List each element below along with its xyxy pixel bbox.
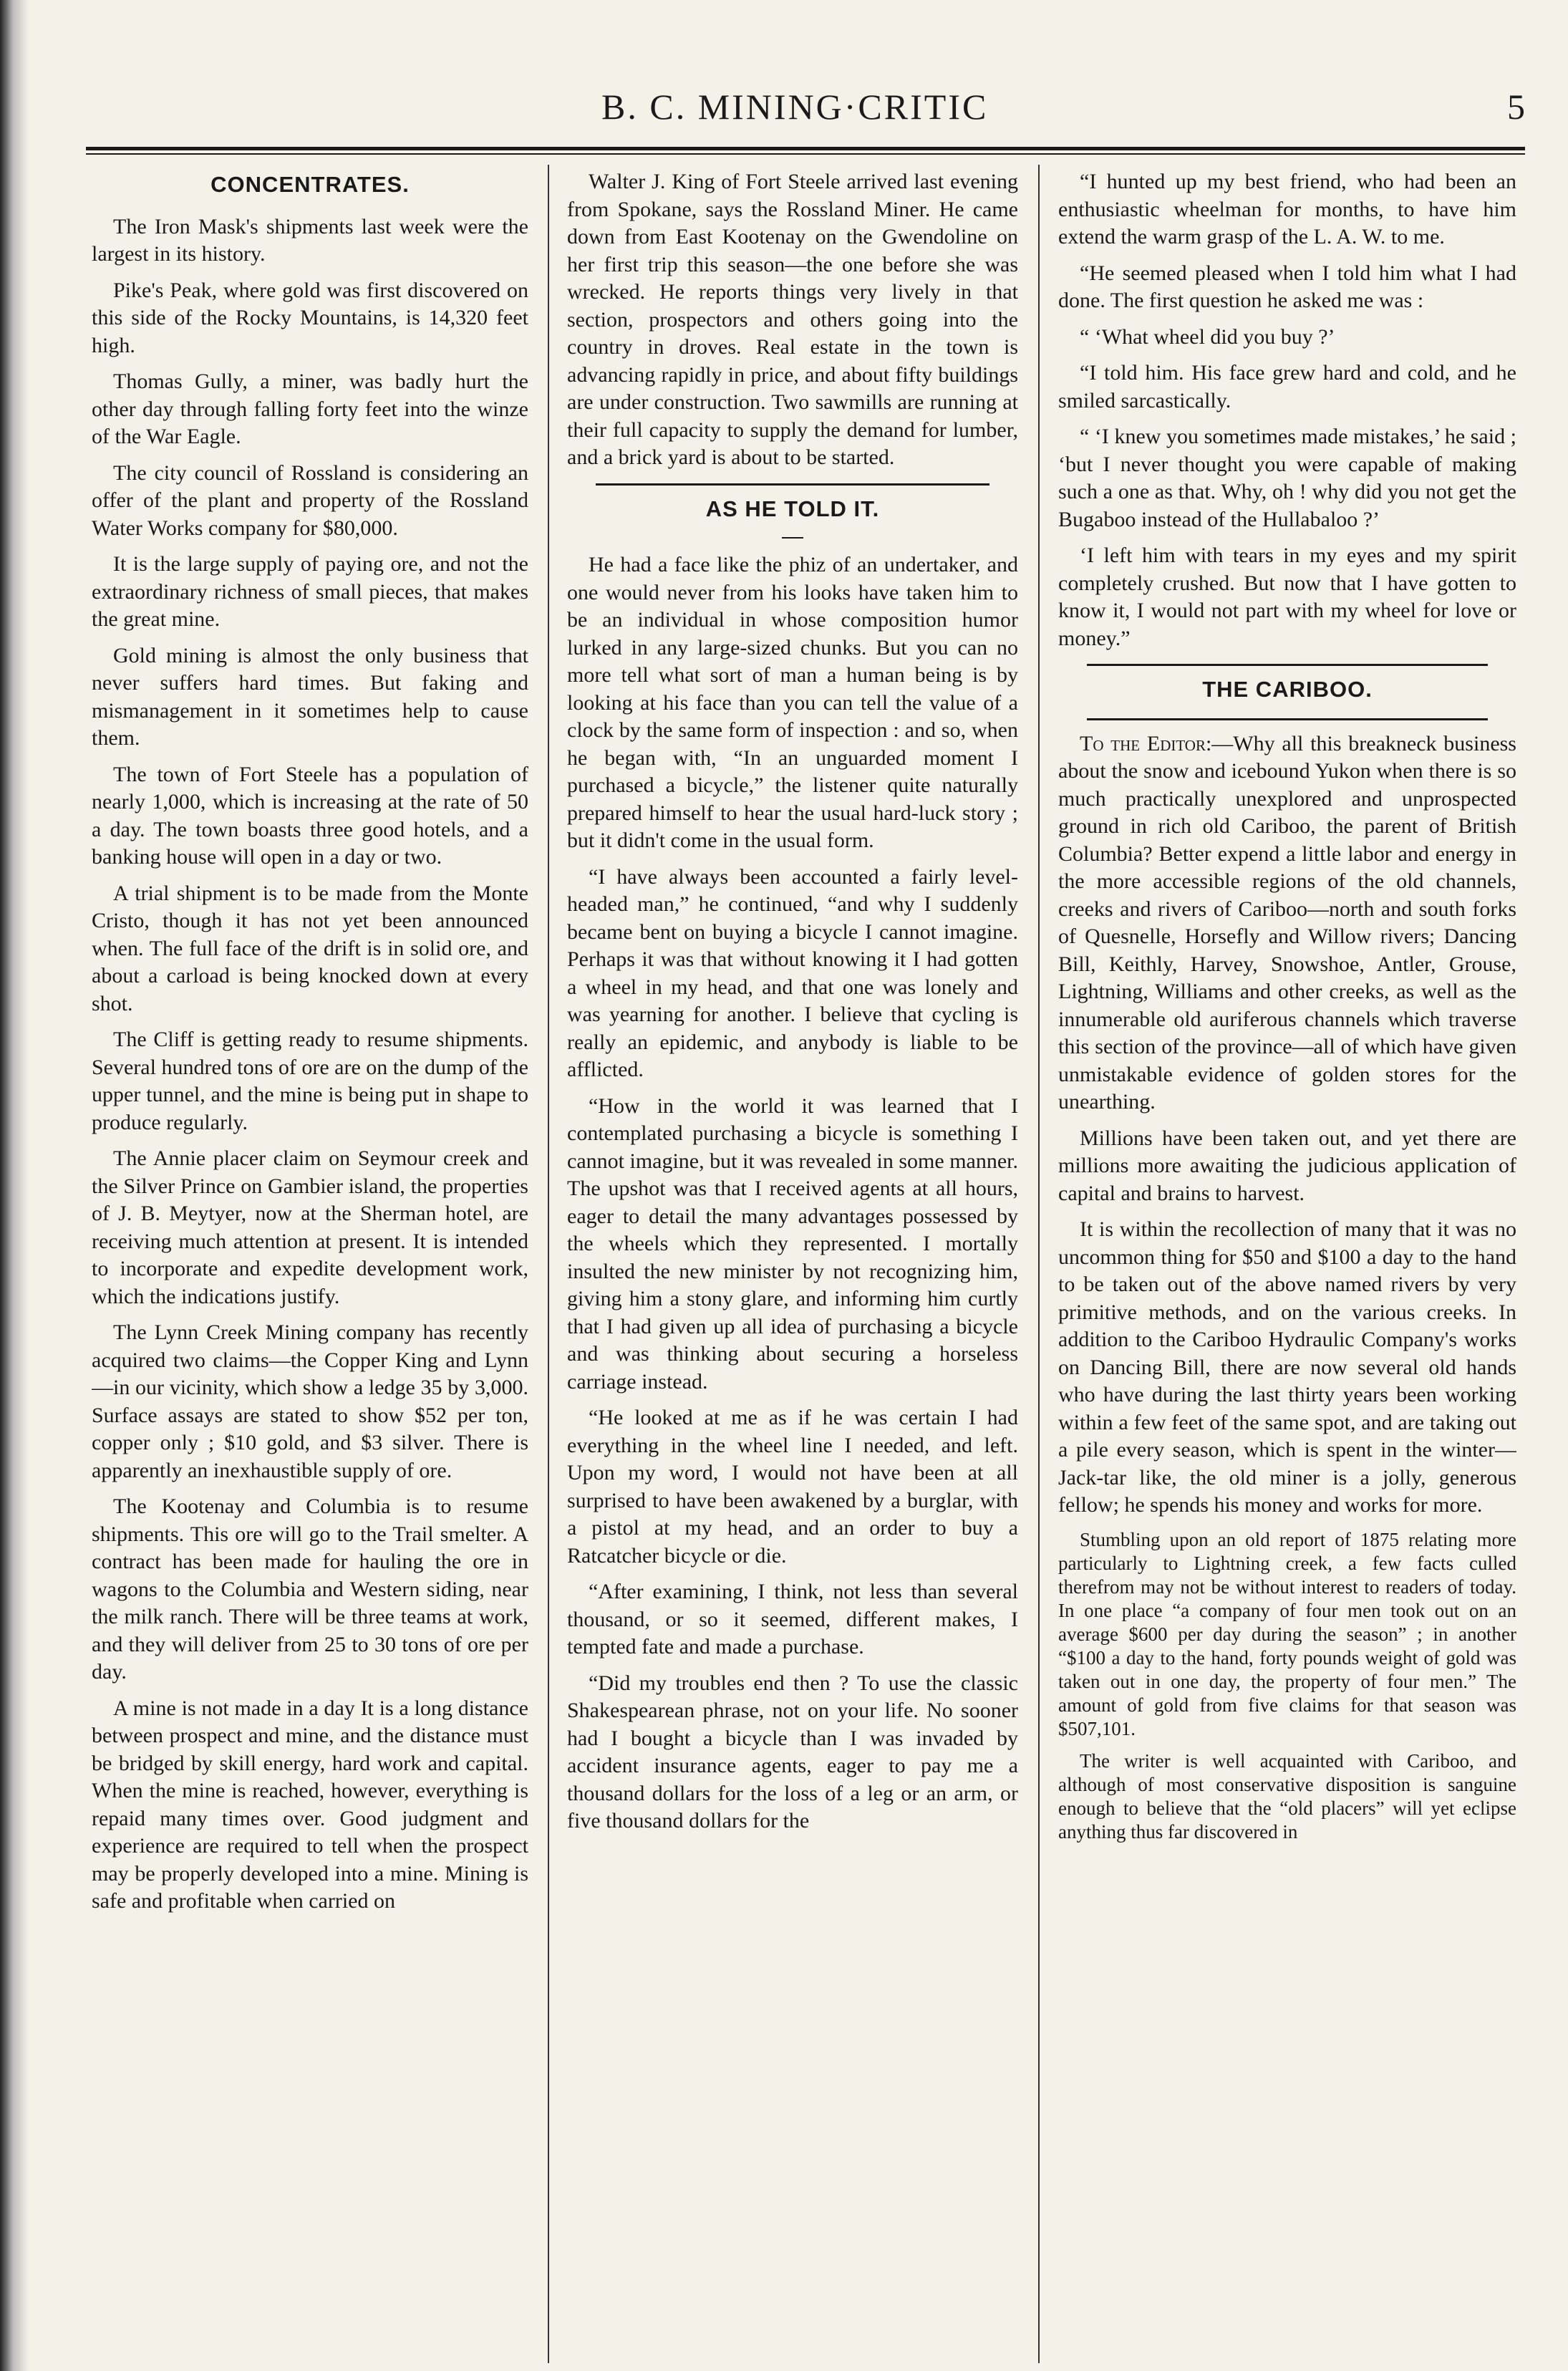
paragraph: The city council of Rossland is considering an offer of the plant and property of the Rossland Water Works company for $80,000. — [92, 460, 528, 540]
column-cariboo — [1058, 168, 1516, 2360]
paragraph: A mine is not made in a day It is a long distance between prospect and mine, and the distance must be bridged by skill energy, hard work and capital. When the mine is reached, however, everything is repaid many times over. Good judgment and experience are required to tell when the prospect may be properly developed into a mine. Mining is safe and profitable when carried on — [92, 1696, 528, 1913]
paragraph: Millions have been taken out, and yet there are millions more awaiting the judicious application of capital and brains to harvest. — [1058, 1126, 1516, 1205]
paragraph: “He looked at me as if he was certain I had everything in the wheel line I needed, and left. Upon my word, I would not have been at all surprised to have been awakened by a burglar, with a pistol at my head, and an order to buy a Ratcatcher bicycle or die. — [567, 1406, 1018, 1568]
section-heading: THE CARIBOO. — [1202, 677, 1373, 702]
paragraph: Stumbling upon an old report of 1875 relating more particularly to Lightning creek, a few facts culled therefrom may not be without interest to readers of today. In one place “a company of four men took out on an average $600 per day during the season” ; in another “$100 a day to the hand, forty pounds weight of gold was taken out in one day, the property of four men.” The amount of gold from five claims for that season was $507,101. — [1058, 1528, 1516, 1739]
paragraph: “I hunted up my best friend, who had been an enthusiastic wheelman for months, to have him extend the warm grasp of the L. A. W. to me. — [1058, 170, 1516, 248]
paragraph: Pike's Peak, where gold was first discovered on this side of the Rocky Mountains, is 14,320 feet high. — [92, 278, 528, 357]
paragraph: Walter J. King of Fort Steele arrived last evening from Spokane, says the Rossland Miner. He came down from East Kootenay on the Gwendoline on her first trip this season—the one before she was wrecked. He reports things very lively in that section, prospectors and others going into the country in droves. Real estate in the town is advancing rapidly in price, and about fifty buildings are under construction. Two sawmills are running at their full capacity to supply the demand for lumber, and a brick yard is about to be started. — [567, 170, 1018, 469]
paragraph: The Kootenay and Columbia is to resume shipments. This ore will go to the Trail smelter. A contract has been made for hauling the ore in wagons to the Columbia and Western siding, near the milk ranch. There will be three teams at work, and they will deliver from 25 to 30 tons of ore per day. — [92, 1494, 528, 1684]
paragraph: A trial shipment is to be made from the Monte Cristo, though it has not yet been announced when. The full face of the drift is in solid ore, and about a carload is being knocked down at every shot. — [92, 881, 528, 1015]
paragraph: “I told him. His face grew hard and cold, and he smiled sarcastically. — [1058, 361, 1516, 412]
section-heading: CONCENTRATES. — [210, 172, 410, 197]
paragraph: It is the large supply of paying ore, and not the extraordinary richness of small pieces, that makes the great mine. — [92, 552, 528, 631]
paragraph: “ ‘What wheel did you buy ?’ — [1080, 324, 1335, 349]
column-divider — [1038, 165, 1040, 2363]
paragraph: It is within the recollection of many that it was no uncommon thing for $50 and $100 a day to the hand to be taken out of the above named rivers by very primitive methods, and on the various creeks. In addition to the Cariboo Hydraulic Company's works on Dancing Bill, there are now several old hands who have during the last thirty years been working within a few feet of the same spot, and are taking out a pile every season, which is spent in the winter—Jack-tar like, the old miner is a jolly, generous fellow; he spends his money and works for more. — [1058, 1217, 1516, 1517]
paragraph: Gold mining is almost the only business that never suffers hard times. But faking and mismanagement in it sometimes help to cause them. — [92, 643, 528, 750]
section-rule — [1087, 718, 1488, 720]
page-header — [86, 86, 1525, 136]
letter-opening — [1058, 730, 1516, 1116]
section-rule — [596, 483, 989, 486]
paragraph: ‘I left him with tears in my eyes and my spirit completely crushed. But now that I have gotten to know it, I would not part with my wheel for love or money.” — [1058, 544, 1516, 650]
paragraph: The Iron Mask's shipments last week were the largest in its history. — [92, 214, 528, 266]
column-as-he-told-it — [567, 168, 1018, 2360]
salutation: To the Editor — [1080, 731, 1206, 755]
paragraph: Thomas Gully, a miner, was badly hurt the other day through falling forty feet into the winze of the War Eagle. — [92, 370, 528, 448]
scan-edge-shadow — [0, 0, 29, 2371]
paragraph: “After examining, I think, not less than several thousand, or so it seemed, different makes, I tempted fate and made a purchase. — [567, 1580, 1018, 1658]
paragraph: “I have always been accounted a fairly level-headed man,” he continued, “and why I suddenly became bent on buying a bicycle I cannot imagine. Perhaps it was that without knowing it I had gotten a wheel in my head, and that one was lonely and was yearning for another. I believe that cycling is really an epidemic, and anybody is liable to be afflicted. — [567, 864, 1018, 1081]
paragraph-text: :—Why all this breakneck business about the snow and icebound Yukon when there is so much practically unexplored and unprospected ground in rich old Cariboo, the parent of British Columbia? Better expend a little labor and energy in the more accessible regions of the old channels, creeks and rivers of Cariboo—north and south forks of Quesnelle, Horsefly and Willow rivers; Dancing Bill, Keithly, Harvey, Snowshoe, Antler, Grouse, Lightning, Williams and other creeks, as well as the innumerable old auriferous channels which traverse this section of the province—all of which have given unmistakable evidence of golden stores for the unearthing. — [1058, 731, 1516, 1114]
paragraph: The writer is well acquainted with Cariboo, and although of most conservative disposition is sanguine enough to believe that the “old placers” will yet eclipse anything thus far discovered in — [1058, 1749, 1516, 1843]
paragraph: “How in the world it was learned that I contemplated purchasing a bicycle is something I cannot imagine, but it was revealed in some manner. The upshot was that I received agents at all hours, eager to detail the many advantages possessed by the wheels which they represented. I mortally insulted the new minister by not recognizing him, giving him a stony glare, and informing him curtly that I had given up all idea of purchasing a bicycle and was thinking about securing a horseless carriage instead. — [567, 1093, 1018, 1394]
masthead-title: B. C. MINING·CRITIC — [601, 87, 989, 127]
header-rule — [86, 147, 1525, 150]
column-divider — [548, 165, 549, 2363]
paragraph: The Annie placer claim on Seymour creek and the Silver Prince on Gambier island, the properties of J. B. Meytyer, now at the Sherman hotel, are receiving much attention at present. It is intended to incorporate and expedite development work, which the indications justify. — [92, 1146, 528, 1308]
page-number: 5 — [1507, 87, 1525, 127]
header-rule-thin — [86, 153, 1525, 155]
paragraph: The Lynn Creek Mining company has recently acquired two claims—the Copper King and Lynn—in our vicinity, which show a ledge 35 by 3,000. Surface assays are stated to show $52 per ton, copper only ; $10 gold, and $3 silver. There is apparently an inexhaustible supply of ore. — [92, 1320, 528, 1482]
paragraph: The Cliff is getting ready to resume shipments. Several hundred tons of ore are on the dump of the upper tunnel, and the mine is being put in shape to produce regularly. — [92, 1028, 528, 1134]
heading-dash — [782, 537, 803, 539]
paragraph: He had a face like the phiz of an undertaker, and one would never from his looks have taken him to be an individual in whose composition humor lurked in any large-sized chunks. But you can no more tell what sort of man a human being is by looking at his face than you can tell the value of a clock by the same form of inspection : and so, when he began with, “In an unguarded moment I purchased a bicycle,” the listener quite naturally prepared himself to hear the usual hard-luck story ; but it didn't come in the usual form. — [567, 553, 1018, 852]
section-heading: AS HE TOLD IT. — [705, 496, 880, 521]
paragraph: “ ‘I knew you sometimes made mistakes,’ he said ; ‘but I never thought you were capable of making such a one as that. Why, oh ! why did you not get the Bugaboo instead of the Hullabaloo ?’ — [1058, 425, 1516, 531]
paragraph: “He seemed pleased when I told him what I had done. The first question he asked me was : — [1058, 261, 1516, 312]
paragraph: The town of Fort Steele has a population of nearly 1,000, which is increasing at the rate of 50 a day. The town boasts three good hotels, and a banking house will open in a day or two. — [92, 762, 528, 869]
column-concentrates — [92, 168, 528, 2360]
section-rule — [1087, 664, 1488, 666]
paragraph: “Did my troubles end then ? To use the classic Shakespearean phrase, not on your life. No sooner had I bought a bicycle than I was invaded by accident insurance agents, eager to pay me a thousand dollars for the loss of a leg or an arm, or five thousand dollars for the — [567, 1671, 1018, 1832]
